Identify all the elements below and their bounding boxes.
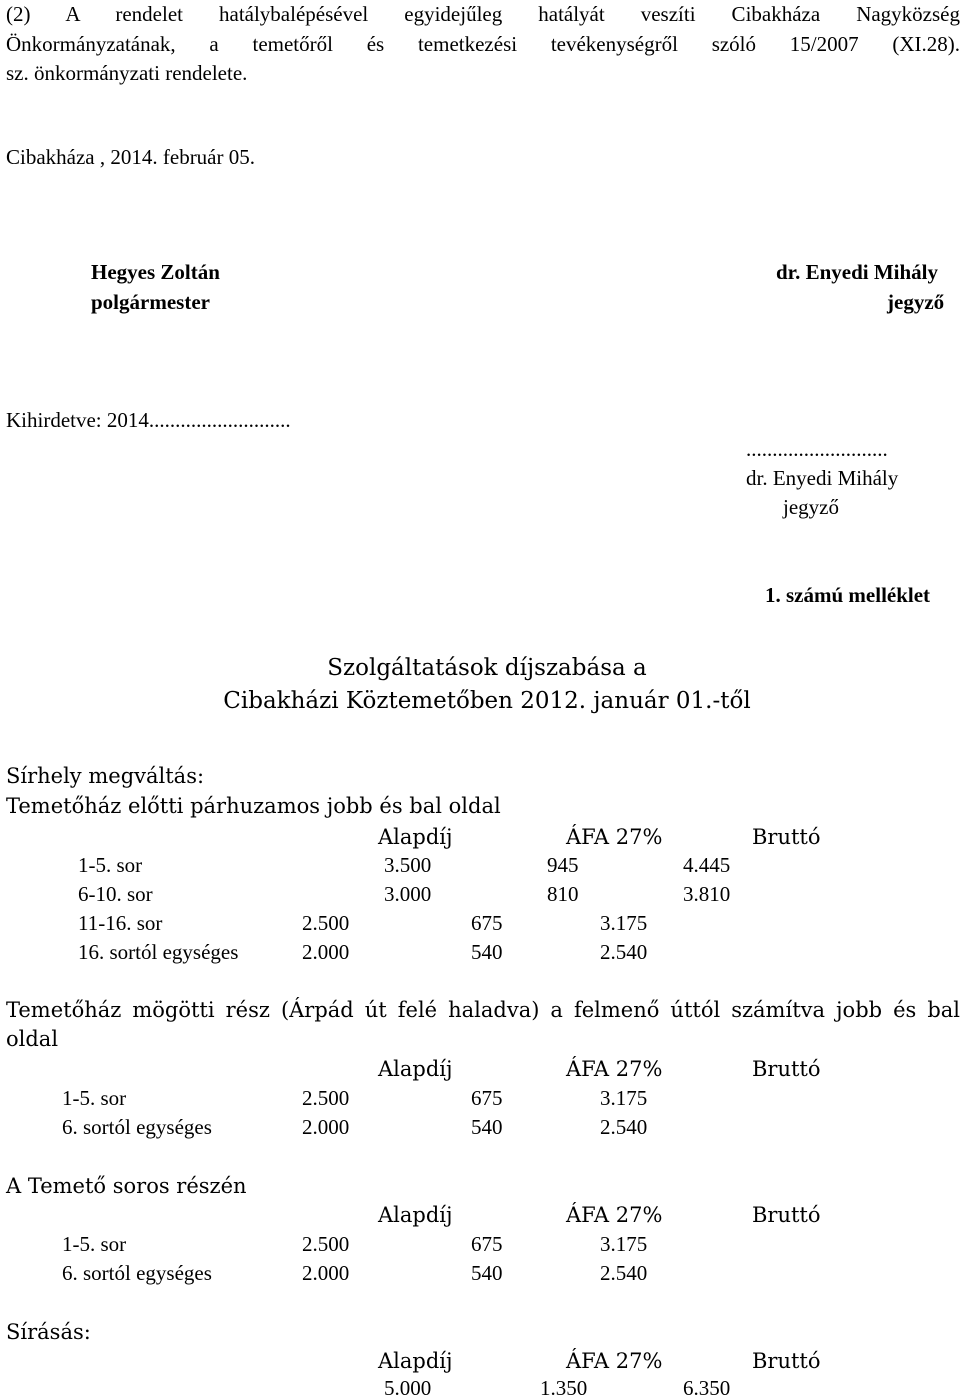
row-base: 5.000 bbox=[384, 1376, 432, 1400]
header-base: Alapdíj bbox=[378, 1203, 453, 1227]
row-base: 2.500 bbox=[302, 1086, 350, 1110]
row-label: 16. sortól egységes bbox=[78, 940, 239, 964]
row-label: 6. sortól egységes bbox=[62, 1115, 212, 1139]
header-base: Alapdíj bbox=[378, 825, 453, 849]
row-label: 1-5. sor bbox=[78, 853, 143, 877]
paragraph-line: sz. önkormányzati rendelete. bbox=[6, 61, 248, 85]
row-gross: 3.810 bbox=[683, 882, 731, 906]
row-vat: 675 bbox=[471, 1232, 503, 1256]
row-vat: 675 bbox=[471, 1086, 503, 1110]
header-vat: ÁFA 27% bbox=[566, 1057, 663, 1081]
annex-label: 1. számú melléklet bbox=[765, 583, 931, 607]
row-gross: 3.175 bbox=[600, 911, 648, 935]
row-gross: 4.445 bbox=[683, 853, 731, 877]
row-base: 2.000 bbox=[302, 940, 350, 964]
row-base: 2.000 bbox=[302, 1115, 350, 1139]
row-vat: 540 bbox=[471, 940, 503, 964]
row-gross: 6.350 bbox=[683, 1376, 731, 1400]
row-label: 6-10. sor bbox=[78, 882, 153, 906]
row-label: 1-5. sor bbox=[62, 1232, 127, 1256]
section-title: Sírhely megváltás: bbox=[6, 764, 205, 788]
promulgation-notary-name: dr. Enyedi Mihály bbox=[746, 466, 899, 490]
header-vat: ÁFA 27% bbox=[566, 825, 663, 849]
section-title-cont: oldal bbox=[6, 1027, 59, 1051]
row-base: 3.500 bbox=[384, 853, 432, 877]
row-gross: 2.540 bbox=[600, 940, 648, 964]
header-base: Alapdíj bbox=[378, 1349, 453, 1373]
row-vat: 540 bbox=[471, 1261, 503, 1285]
row-vat: 1.350 bbox=[540, 1376, 588, 1400]
section-title: Sírásás: bbox=[6, 1320, 91, 1344]
mayor-title: polgármester bbox=[91, 290, 210, 314]
promulgation-dots: ........................... bbox=[746, 437, 888, 461]
place-date: Cibakháza , 2014. február 05. bbox=[6, 145, 255, 169]
header-gross: Bruttó bbox=[752, 1349, 821, 1373]
section-subtitle: Temetőház előtti párhuzamos jobb és bal oldal bbox=[6, 794, 501, 818]
row-base: 3.000 bbox=[384, 882, 432, 906]
row-gross: 3.175 bbox=[600, 1232, 648, 1256]
notary-title: jegyző bbox=[887, 290, 945, 314]
header-vat: ÁFA 27% bbox=[566, 1349, 663, 1373]
row-gross: 3.175 bbox=[600, 1086, 648, 1110]
header-vat: ÁFA 27% bbox=[566, 1203, 663, 1227]
header-gross: Bruttó bbox=[752, 825, 821, 849]
section-title: Temetőház mögötti rész (Árpád út felé haladva) a felmenő úttól számítva jobb és bal bbox=[6, 998, 960, 1022]
row-label: 1-5. sor bbox=[62, 1086, 127, 1110]
annex-title-line1: Szolgáltatások díjszabása a bbox=[327, 655, 647, 681]
section-title: A Temető soros részén bbox=[6, 1174, 247, 1198]
row-gross: 2.540 bbox=[600, 1261, 648, 1285]
annex-title-line2: Cibakházi Köztemetőben 2012. január 01.-től bbox=[223, 688, 751, 714]
paragraph-line: (2) A rendelet hatálybalépésével egyidejűleg hatályát veszíti Cibakháza Nagyközség bbox=[6, 2, 960, 26]
header-gross: Bruttó bbox=[752, 1057, 821, 1081]
row-base: 2.000 bbox=[302, 1261, 350, 1285]
header-gross: Bruttó bbox=[752, 1203, 821, 1227]
row-gross: 2.540 bbox=[600, 1115, 648, 1139]
row-base: 2.500 bbox=[302, 1232, 350, 1256]
row-label: 6. sortól egységes bbox=[62, 1261, 212, 1285]
row-vat: 675 bbox=[471, 911, 503, 935]
mayor-name: Hegyes Zoltán bbox=[91, 260, 220, 284]
row-label: 11-16. sor bbox=[78, 911, 163, 935]
promulgation-notary-title: jegyző bbox=[783, 495, 839, 519]
paragraph-line: Önkormányzatának, a temetőről és temetkezési tevékenységről szóló 15/2007 (XI.28). bbox=[6, 32, 960, 56]
header-base: Alapdíj bbox=[378, 1057, 453, 1081]
row-vat: 810 bbox=[547, 882, 579, 906]
row-base: 2.500 bbox=[302, 911, 350, 935]
promulgation-label: Kihirdetve: 2014........................... bbox=[6, 408, 291, 432]
row-vat: 540 bbox=[471, 1115, 503, 1139]
notary-name: dr. Enyedi Mihály bbox=[776, 260, 939, 284]
row-vat: 945 bbox=[547, 853, 579, 877]
